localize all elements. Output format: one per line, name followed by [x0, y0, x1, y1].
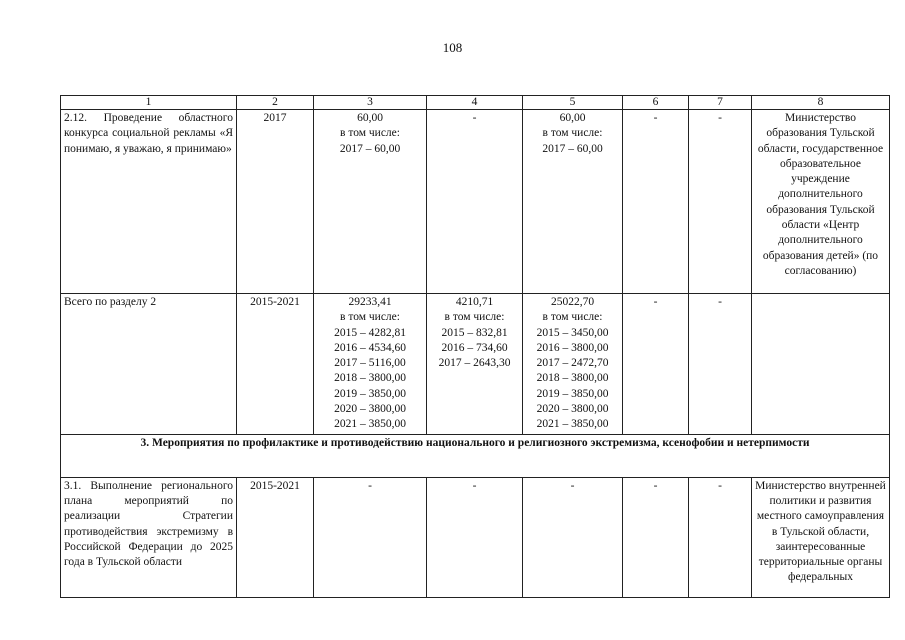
- total-funding: [314, 294, 427, 435]
- section-3-title: 3. Мероприятия по профилактике и противодействию национального и религиозного экстремизма, ксенофобии и нетерпимости: [61, 434, 890, 477]
- year-value: 2019 – 3850,00: [334, 387, 406, 400]
- table-row-total-section-2: [61, 294, 890, 435]
- period: 2015-2021: [237, 294, 314, 435]
- total-value: 60,00: [559, 112, 586, 124]
- local-funding: -: [623, 110, 689, 294]
- activity-name: 3.1. Выполнение регионального плана мероприятий по реализации Стратегии противодействия экстремизму в Российской Федерации до 2025 года в Тульской области: [61, 477, 237, 597]
- year-value: 2017 – 60,00: [542, 142, 603, 155]
- federal-funding: -: [427, 477, 523, 597]
- total-value: 25022,70: [550, 296, 595, 308]
- year-value: 2016 – 3800,00: [536, 341, 609, 354]
- col-header-6: 6: [623, 96, 689, 110]
- col-header-5: 5: [523, 96, 623, 110]
- year-value: 2017 – 60,00: [339, 142, 401, 155]
- year-value: 2017 – 2472,70: [536, 357, 609, 370]
- including-label: в том числе:: [542, 311, 603, 324]
- period: 2015-2021: [237, 477, 314, 597]
- including-label: в том числе:: [444, 311, 505, 324]
- total-value: 4210,71: [455, 296, 494, 308]
- activity-name: 2.12. Проведение областного конкурса социальной рекламы «Я понимаю, я уважаю, я принимаю»: [61, 110, 237, 294]
- including-label: в том числе:: [340, 127, 400, 140]
- total-value: 29233,41: [348, 296, 392, 308]
- col-header-4: 4: [427, 96, 523, 110]
- year-value: 2017 – 5116,00: [334, 357, 406, 370]
- federal-funding: [427, 294, 523, 435]
- year-value: 2021 – 3850,00: [536, 418, 609, 431]
- year-value: 2015 – 4282,81: [334, 326, 406, 339]
- year-value: 2016 – 734,60: [441, 341, 508, 354]
- year-value: 2019 – 3850,00: [536, 387, 609, 400]
- total-funding: -: [314, 477, 427, 597]
- including-label: в том числе:: [340, 311, 400, 324]
- regional-funding: -: [523, 477, 623, 597]
- regional-funding: [523, 294, 623, 435]
- page-number: 108: [442, 40, 463, 55]
- year-value: 2018 – 3800,00: [334, 372, 406, 385]
- regional-funding: [523, 110, 623, 294]
- local-funding: -: [623, 294, 689, 435]
- year-value: 2018 – 3800,00: [536, 372, 609, 385]
- year-value: 2015 – 3450,00: [536, 326, 609, 339]
- other-funding: -: [689, 477, 752, 597]
- section-heading-row: [61, 434, 890, 477]
- col-header-1: 1: [61, 96, 237, 110]
- total-value: 60,00: [357, 112, 383, 124]
- year-value: 2020 – 3800,00: [536, 403, 609, 416]
- table-row-2-12: [61, 110, 890, 294]
- year-value: 2017 – 2643,30: [438, 357, 511, 370]
- col-header-8: 8: [752, 96, 890, 110]
- total-funding: [314, 110, 427, 294]
- other-funding: -: [689, 110, 752, 294]
- executor: [752, 294, 890, 435]
- year-value: 2020 – 3800,00: [334, 403, 406, 416]
- other-funding: -: [689, 294, 752, 435]
- column-number-row: [61, 96, 890, 110]
- col-header-7: 7: [689, 96, 752, 110]
- year-value: 2015 – 832,81: [441, 326, 508, 339]
- program-table: [60, 95, 890, 598]
- federal-funding: -: [427, 110, 523, 294]
- local-funding: -: [623, 477, 689, 597]
- executor: Министерство внутренней политики и развития местного самоуправления в Тульской области, заинтересованные территориальные органы федеральных: [752, 477, 890, 597]
- col-header-3: 3: [314, 96, 427, 110]
- including-label: в том числе:: [542, 127, 603, 140]
- col-header-2: 2: [237, 96, 314, 110]
- activity-name: Всего по разделу 2: [61, 294, 237, 435]
- executor: Министерство образования Тульской области, государственное образовательное учреждение дополнительного образования Тульской области «Центр дополнительного образования детей» (по согласованию): [752, 110, 890, 294]
- year-value: 2016 – 4534,60: [334, 341, 406, 354]
- year-value: 2021 – 3850,00: [334, 418, 406, 431]
- period: 2017: [237, 110, 314, 294]
- table-row-3-1: [61, 477, 890, 597]
